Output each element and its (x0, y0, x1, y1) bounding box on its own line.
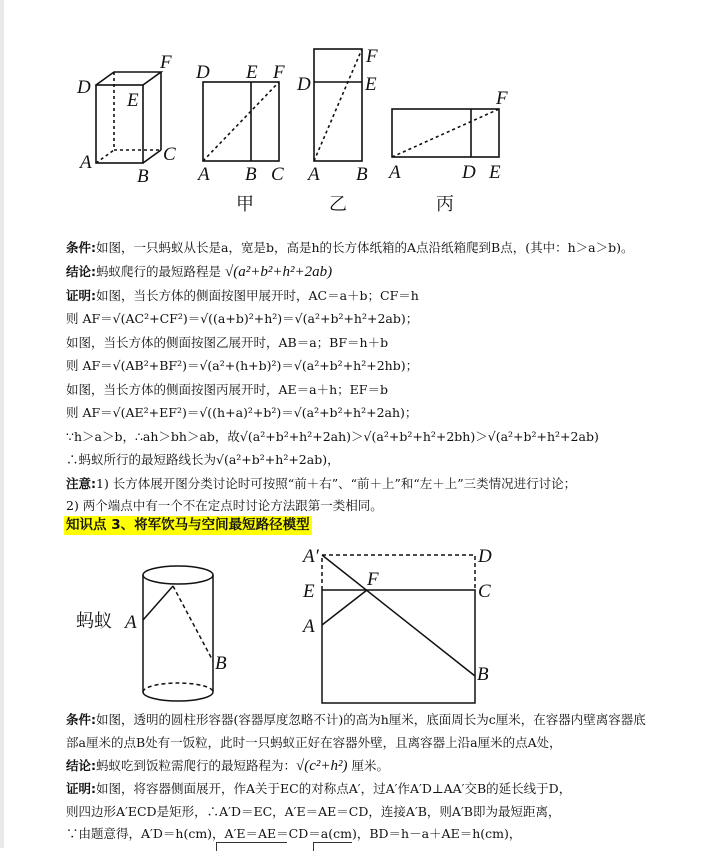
s2-proof-label: 证明: (66, 781, 96, 796)
bing-label-E: E (489, 162, 501, 183)
proof-label: 证明: (66, 288, 96, 303)
s2-conclusion-line (66, 756, 389, 776)
cuboid-unfold-figure (0, 0, 710, 230)
s2-proof-line-3 (66, 824, 521, 844)
condition-text: 如图，一只蚂蚁从长是a，宽是b，高是h的长方体纸箱的A点沿纸箱爬到B点，(其中：h＞a＞b)。 (96, 240, 634, 255)
proof-text-2: 则 AF＝√(AC²+CF²)＝√((a+b)²+h²)＝√(a²+b²+h²+2ab)； (66, 311, 419, 326)
s2-proof-line-1 (66, 779, 571, 799)
note-text-1: 1) 长方体展开图分类讨论时可按照“前＋右”、“前＋上”和“左＋上”三类情况进行讨论； (96, 476, 577, 491)
jia-label-A: A (198, 164, 210, 185)
unf-label-F: F (367, 569, 379, 590)
proof-line-3 (66, 333, 388, 353)
s2-conclusion-formula: √(c²+h²) (296, 758, 348, 774)
yi-label-B: B (356, 164, 368, 185)
s2-condition-label: 条件: (66, 712, 96, 727)
note-line-1 (66, 474, 576, 494)
section-heading: 知识点 3、将军饮马与空间最短路径模型 (66, 517, 310, 533)
conclusion-text: 蚂蚁爬行的最短路程是 (96, 264, 222, 279)
caption-jia: 甲 (236, 194, 254, 215)
unf-label-A-prime: A′ (303, 546, 319, 567)
s2-condition-text-2: 部a厘米的点B处有一饭粒，此时一只蚂蚁正好在容器外壁，且离容器上沿a厘米的点A处， (66, 735, 562, 750)
cyl-label-B: B (215, 653, 227, 674)
proof-text-7: ∵h＞a＞b，∴ah＞bh＞ab，故√(a²+b²+h²+2ah)＞√(a²+b²+h²+2bh)＞√(a²+b²+h²+2ab) (66, 429, 599, 444)
label-E: E (127, 90, 139, 111)
s2-condition-line-1 (66, 710, 646, 730)
s2-proof-text-3: ∵由题意得，A′D＝h(cm)，A′E＝AE＝CD＝a(cm)，BD＝h－a＋AE＝h(cm)， (66, 826, 522, 841)
s2-conclusion-text: 蚂蚁吃到饭粒需爬行的最短路程为： (96, 758, 297, 773)
s2-conclusion-label: 结论: (66, 758, 96, 773)
label-D: D (77, 77, 91, 98)
unfolded-rect (322, 555, 475, 703)
cuboid-drawing (96, 72, 161, 163)
jia-label-E: E (246, 62, 258, 83)
proof-text-8: ∴蚂蚁所行的最短路线长为√(a²+b²+h²+2ab)， (66, 452, 340, 467)
unf-label-A: A (303, 616, 315, 637)
bing-label-F: F (496, 88, 508, 109)
caption-bing: 丙 (436, 194, 454, 215)
conclusion-label: 结论: (66, 264, 96, 279)
proof-line-6 (66, 403, 417, 423)
cylinder-drawing (143, 566, 213, 701)
conclusion-formula: √(a²+b²+h²+2ab) (225, 264, 333, 280)
jia-label-C: C (271, 164, 284, 185)
proof-text-3: 如图，当长方体的侧面按图乙展开时，AB＝a；BF＝h＋b (66, 335, 389, 350)
yi-label-F: F (366, 46, 378, 67)
note-label: 注意: (66, 476, 96, 491)
s2-condition-line-2 (66, 733, 562, 753)
cutoff-sqrt-bar-1 (216, 842, 287, 851)
ant-label: 蚂蚁 (76, 611, 112, 632)
bing-label-D: D (462, 162, 476, 183)
unfold-jia (203, 82, 279, 161)
proof-line-2 (66, 309, 418, 329)
jia-label-D: D (196, 62, 210, 83)
jia-label-B: B (245, 164, 257, 185)
yi-label-A: A (308, 164, 320, 185)
proof-line-7 (66, 427, 599, 447)
label-B: B (137, 166, 149, 187)
label-F: F (160, 52, 172, 73)
unfold-bing (392, 109, 499, 157)
proof-line-4 (66, 356, 418, 376)
unfold-yi (314, 49, 362, 161)
yi-label-D: D (297, 74, 311, 95)
note-text-2: 2) 两个端点中有一个不在定点时讨论方法跟第一类相同。 (66, 498, 383, 513)
bing-label-A: A (389, 162, 401, 183)
condition-line (66, 238, 633, 258)
proof-line-1 (66, 286, 419, 306)
s2-proof-line-2 (66, 802, 560, 822)
condition-label: 条件: (66, 240, 96, 255)
cutoff-sqrt-bar-2 (313, 842, 352, 851)
s2-proof-text-2: 则四边形A′ECD是矩形，∴A′D＝EC，A′E＝AE＝CD，连接A′B，则A′B即为最短距离， (66, 804, 561, 819)
s2-condition-text-1: 如图，透明的圆柱形容器(容器厚度忽略不计)的高为h厘米，底面周长为c厘米，在容器内壁离容器底 (96, 712, 646, 727)
unf-label-D: D (478, 546, 492, 567)
jia-label-F: F (273, 62, 285, 83)
caption-yi: 乙 (329, 194, 347, 215)
proof-line-5 (66, 380, 388, 400)
unf-label-B: B (477, 664, 489, 685)
unf-label-E: E (303, 581, 315, 602)
unf-label-C: C (478, 581, 491, 602)
conclusion-line (66, 262, 332, 282)
s2-proof-text-1: 如图，将容器侧面展开，作A关于EC的对称点A′，过A′作A′D⊥AA′交B的延长线于D， (96, 781, 572, 796)
proof-text-1: 如图，当长方体的侧面按图甲展开时，AC＝a＋b；CF＝h (96, 288, 419, 303)
proof-text-5: 如图，当长方体的侧面按图丙展开时，AE＝a＋h；EF＝b (66, 382, 388, 397)
note-line-2 (66, 496, 383, 516)
proof-line-8 (66, 450, 340, 470)
label-A: A (80, 152, 92, 173)
s2-conclusion-unit: 厘米。 (351, 758, 390, 773)
proof-text-4: 则 AF＝√(AB²+BF²)＝√(a²+(h+b)²)＝√(a²+b²+h²+2hb)； (66, 358, 419, 373)
proof-text-6: 则 AF＝√(AE²+EF²)＝√((h+a)²+b²)＝√(a²+b²+h²+2ah)； (66, 405, 418, 420)
label-C: C (163, 144, 176, 165)
yi-label-E: E (365, 74, 377, 95)
cyl-label-A: A (125, 612, 137, 633)
